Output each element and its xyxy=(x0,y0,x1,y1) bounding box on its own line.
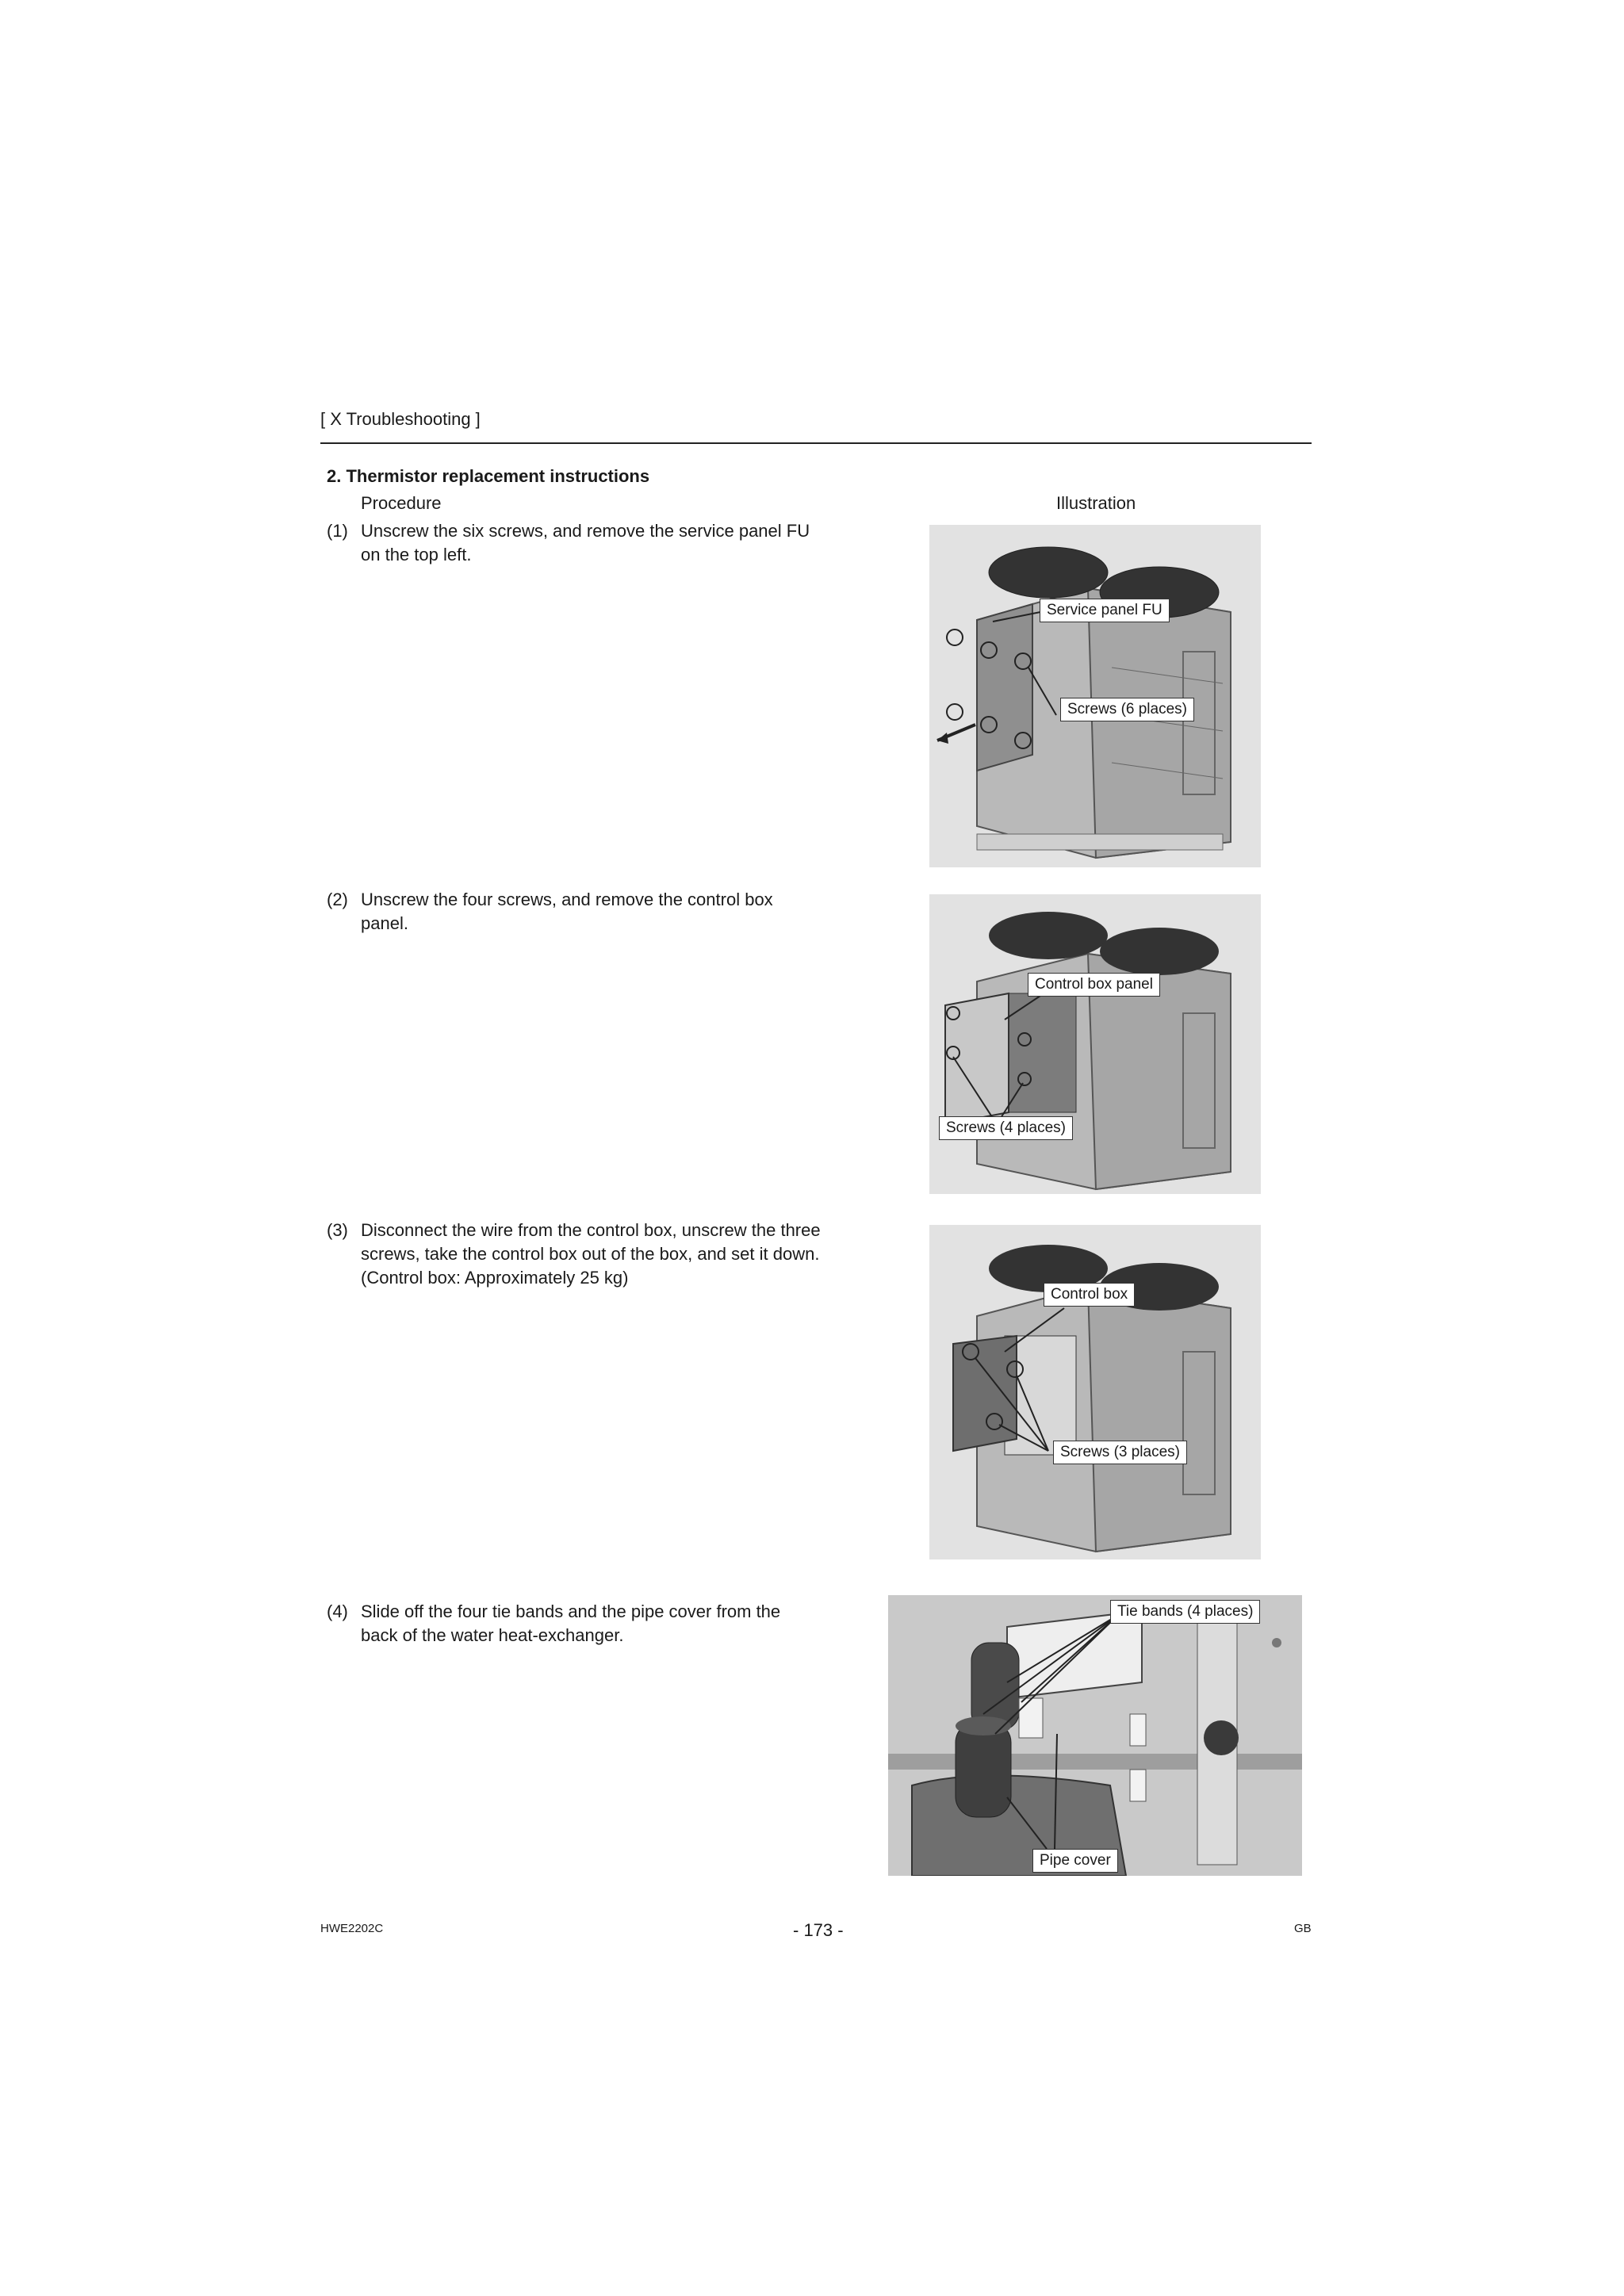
step-number: (2) xyxy=(327,890,348,909)
callout-tie-bands: Tie bands (4 places) xyxy=(1110,1600,1260,1624)
region-code: GB xyxy=(1294,1922,1312,1935)
outdoor-unit-drawing xyxy=(929,1225,1261,1559)
callout-screws-4: Screws (4 places) xyxy=(939,1116,1073,1140)
step-number: (4) xyxy=(327,1601,348,1621)
step-text: Unscrew the six screws, and remove the service panel FU on the top left. xyxy=(361,521,810,564)
illustration-service-panel xyxy=(929,525,1261,867)
illustration-control-box-panel xyxy=(929,894,1261,1194)
callout-screws-6: Screws (6 places) xyxy=(1060,698,1194,721)
callout-pipe-cover: Pipe cover xyxy=(1032,1849,1118,1873)
outdoor-unit-drawing xyxy=(929,525,1261,867)
illustration-control-box xyxy=(929,1225,1261,1559)
procedure-heading: Procedure xyxy=(361,493,442,513)
header-rule xyxy=(320,442,1312,444)
callout-screws-3: Screws (3 places) xyxy=(1053,1441,1187,1464)
step-number: (1) xyxy=(327,521,348,541)
illustration-heading: Illustration xyxy=(1056,493,1136,513)
running-header: [ X Troubleshooting ] xyxy=(320,409,481,429)
callout-control-box: Control box xyxy=(1044,1283,1135,1307)
section-title: 2. Thermistor replacement instructions xyxy=(327,466,650,486)
callout-control-box-panel: Control box panel xyxy=(1028,973,1160,997)
heat-exchanger-drawing xyxy=(888,1595,1302,1876)
step-text: Unscrew the four screws, and remove the control box panel. xyxy=(361,890,773,933)
illustration-tie-bands xyxy=(888,1595,1302,1876)
step-text: Disconnect the wire from the control box, unscrew the three screws, take the control box out of the box, and set it down. (Control box: Approximately 25 kg) xyxy=(361,1220,821,1288)
page-number: - 173 - xyxy=(793,1920,844,1940)
document-code: HWE2202C xyxy=(320,1922,384,1935)
step-text: Slide off the four tie bands and the pipe cover from the back of the water heat-exchanger. xyxy=(361,1601,781,1645)
callout-service-panel: Service panel FU xyxy=(1040,599,1170,622)
outdoor-unit-drawing xyxy=(929,894,1261,1194)
step-number: (3) xyxy=(327,1220,348,1240)
